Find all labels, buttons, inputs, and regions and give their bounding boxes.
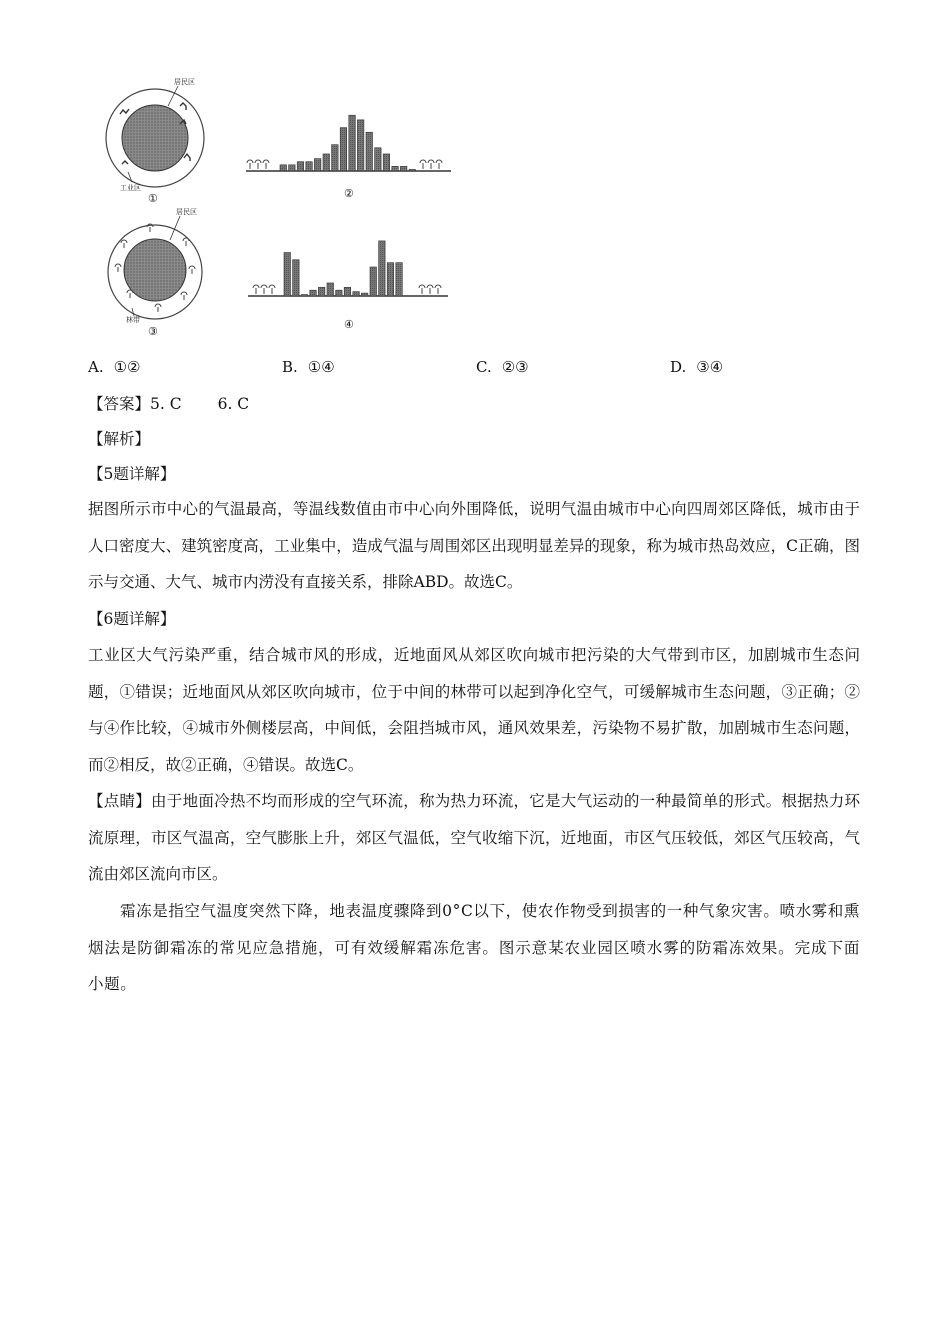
option-d[interactable] bbox=[670, 358, 723, 376]
diagram-1-bottom-label: 工业区 bbox=[120, 184, 141, 192]
building-bar bbox=[301, 295, 308, 296]
diagram-1-number: ① bbox=[148, 192, 158, 205]
building-bar bbox=[379, 241, 386, 296]
building-bar bbox=[289, 165, 296, 171]
building-bar bbox=[293, 260, 300, 296]
building-bar bbox=[349, 115, 356, 171]
building-bar bbox=[370, 267, 377, 296]
diagram-3-top-label: 居民区 bbox=[176, 208, 197, 216]
building-bar bbox=[375, 148, 382, 171]
building-bar bbox=[344, 287, 351, 296]
building-bar bbox=[396, 263, 403, 296]
tip-text: 由于地面冷热不均而形成的空气环流，称为热力环流，它是大气运动的一种最简单的形式。根据热力环流原理，市区气温高，空气膨胀上升，郊区气温低，空气收缩下沉，近地面，市区气压较低，郊区气压较高，气流由郊区流向市区。 bbox=[88, 792, 860, 883]
building-bar bbox=[361, 293, 368, 296]
option-d-label: D. bbox=[670, 358, 687, 376]
tip-tag: 【点睛】 bbox=[88, 792, 152, 810]
building-bar bbox=[284, 253, 291, 297]
building-bar bbox=[332, 145, 339, 171]
bar-group-2 bbox=[280, 115, 416, 171]
building-bar bbox=[314, 159, 321, 171]
building-bar bbox=[409, 169, 416, 171]
building-bar bbox=[340, 128, 347, 171]
q5-explanation: 据图所示市中心的气温最高，等温线数值由市中心向外围降低，说明气温由城市中心向四周郊区降低，城市由于人口密度大、建筑密度高，工业集中，造成气温与周围郊区出现明显差异的现象，称为城市热岛效应，C正确，图示与交通、大气、城市内涝没有直接关系，排除ABD。故选C。 bbox=[88, 500, 860, 591]
answer-q6: 6. C bbox=[217, 395, 250, 413]
answer-tag: 【答案】 bbox=[88, 395, 151, 413]
building-profile-2 bbox=[246, 115, 451, 200]
building-bar bbox=[392, 166, 399, 171]
diagram-3-number: ③ bbox=[148, 325, 158, 338]
bar-group-4 bbox=[284, 241, 402, 296]
building-bar bbox=[280, 165, 287, 171]
building-bar bbox=[297, 162, 304, 171]
option-c-label: C. bbox=[476, 358, 492, 376]
building-bar bbox=[336, 290, 343, 296]
building-bar bbox=[400, 166, 407, 171]
diagram-4-number: ④ bbox=[344, 318, 354, 331]
building-bar bbox=[306, 162, 313, 171]
diagram-1-top-label: 居民区 bbox=[174, 78, 195, 86]
option-a-label: A. bbox=[88, 358, 104, 376]
option-c[interactable] bbox=[476, 358, 529, 376]
city-diagram-3 bbox=[108, 207, 202, 338]
building-bar bbox=[353, 292, 360, 296]
option-a[interactable] bbox=[88, 358, 141, 376]
next-question-intro: 霜冻是指空气温度突然下降，地表温度骤降到0°C以下，使农作物受到损害的一种气象灾害。喷水雾和熏烟法是防御霜冻的常见应急措施，可有效缓解霜冻危害。图示意某农业园区喷水雾的防霜冻效果。完成下面小题。 bbox=[88, 902, 860, 993]
building-bar bbox=[383, 154, 390, 171]
building-bar bbox=[318, 287, 325, 296]
q5-heading: 【5题详解】 bbox=[88, 465, 176, 483]
question-figure bbox=[88, 76, 468, 346]
building-bar bbox=[357, 120, 364, 171]
option-a-value: ①② bbox=[113, 358, 141, 376]
q6-explanation: 工业区大气污染严重，结合城市风的形成，近地面风从郊区吹向城市把污染的大气带到市区，加剧城市生态问题，①错误；近地面风从郊区吹向城市，位于中间的林带可以起到净化空气，可缓解城市生态问题，③正确；②与④作比较，④城市外侧楼层高，中间低，会阻挡城市风，通风效果差，污染物不易扩散，加剧城市生态问题，而②相反，故②正确，④错误。故选C。 bbox=[88, 646, 860, 774]
answer-options bbox=[88, 358, 868, 382]
city-diagram-1 bbox=[106, 77, 204, 205]
analysis-tag: 【解析】 bbox=[88, 430, 151, 448]
answer-q5: 5. C bbox=[150, 395, 182, 413]
building-bar bbox=[310, 290, 317, 296]
building-bar bbox=[327, 283, 334, 296]
diagram-3-bottom-label: 林带 bbox=[126, 316, 140, 324]
q6-heading: 【6题详解】 bbox=[88, 610, 176, 628]
building-bar bbox=[366, 132, 373, 171]
building-bar bbox=[387, 263, 394, 296]
option-b[interactable] bbox=[282, 358, 335, 376]
building-bar bbox=[323, 154, 330, 171]
tip-paragraph bbox=[88, 783, 860, 893]
option-b-label: B. bbox=[282, 358, 298, 376]
answer-line bbox=[88, 386, 249, 422]
option-d-value: ③④ bbox=[696, 358, 724, 376]
option-b-value: ①④ bbox=[307, 358, 335, 376]
building-profile-4 bbox=[248, 241, 448, 331]
option-c-value: ②③ bbox=[501, 358, 529, 376]
diagram-2-number: ② bbox=[344, 187, 354, 200]
